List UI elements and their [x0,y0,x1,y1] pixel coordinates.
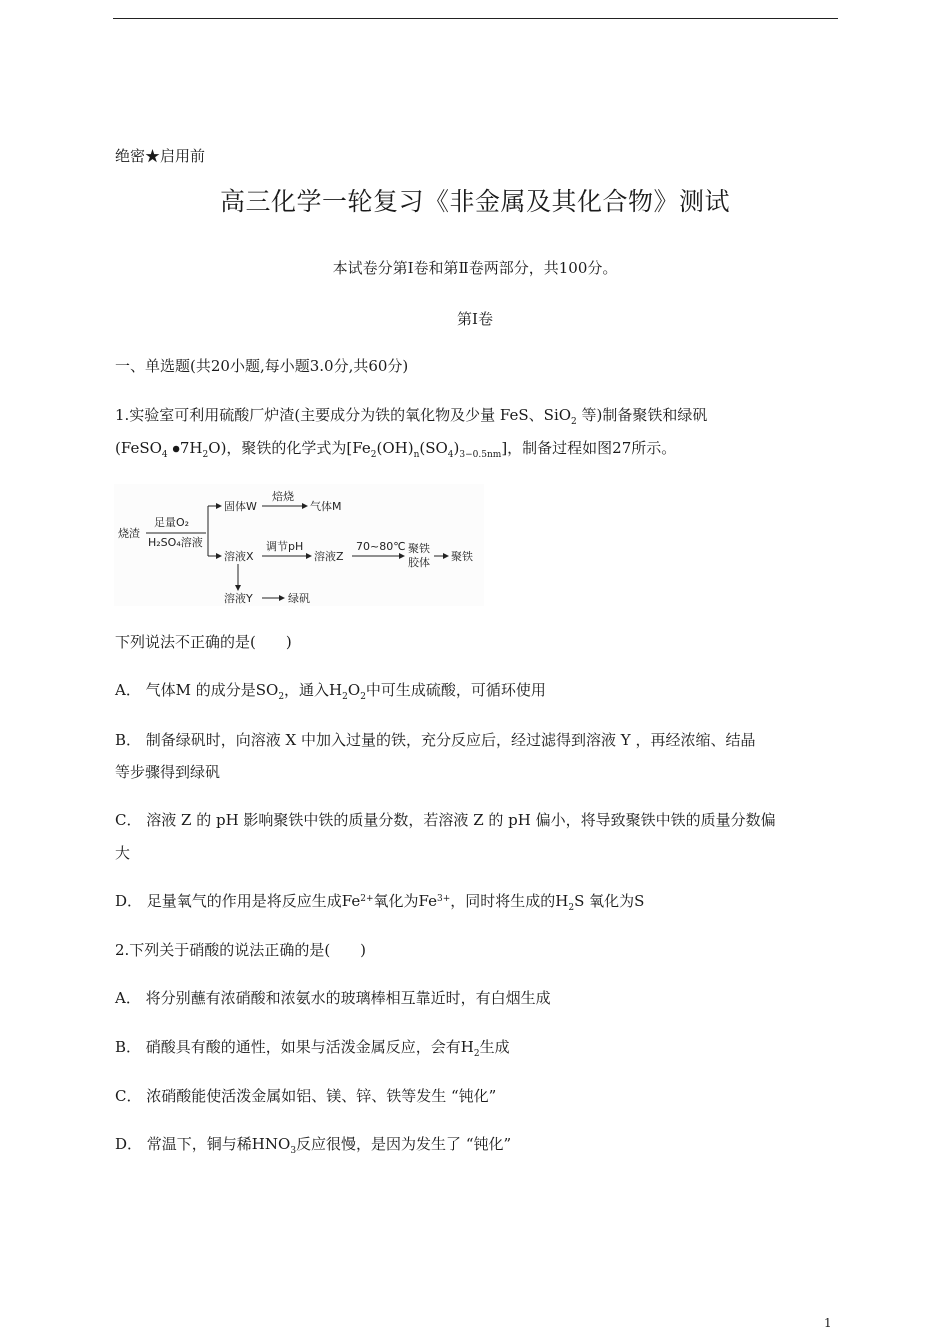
volume-heading: 第Ⅰ卷 [457,310,493,328]
flow-vitriol: 绿矾 [288,592,310,605]
section-heading: 一、单选题(共20小题,每小题3.0分,共60分) [115,357,409,375]
page-number: 1 [824,1316,832,1330]
flow-gas-m: 气体M [310,500,342,513]
question-1-line-1: 1.实验室可利用硫酸厂炉渣(主要成分为铁的氧化物及少量 FeS、SiO$_2$ 等)制备聚铁和绿矾 [115,406,708,427]
question-1-option-a: A． 气体M 的成分是$SO_2$，通入$H_2O_2$中可生成硫酸，可循环使用 [115,681,546,702]
question-2-option-c: C． 浓硝酸能使活泼金属如铝、镁、锌、铁等发生 “钝化” [115,1087,497,1105]
flow-product: 聚铁 [451,550,473,563]
question-1-prompt: 下列说法不正确的是( ) [115,633,292,651]
question-1-option-b: B． 制备绿矾时，向溶液 X 中加入过量的铁，充分反应后，经过滤得到溶液 Y ，再经浓缩、结晶 [115,731,756,749]
flow-reagent-bottom: H₂SO₄溶液 [148,536,203,549]
flow-solution-z: 溶液Z [314,550,344,563]
question-1-option-c-cont: 大 [115,844,131,862]
flow-temperature: 70~80℃ [356,540,406,553]
flow-colloid-top: 聚铁 [408,542,430,555]
flow-solution-x: 溶液X [224,550,254,563]
flow-adjust-ph: 调节pH [266,540,304,553]
flow-reagent-top: 足量O₂ [154,516,190,529]
exam-intro: 本试卷分第Ⅰ卷和第Ⅱ卷两部分，共100分。 [332,259,618,277]
question-2-option-d: D． 常温下，铜与稀$HNO_3$反应很慢，是因为发生了 “钝化” [115,1135,512,1156]
question-1-option-b-cont: 等步骤得到绿矾 [115,763,221,781]
question-2-prompt: 2.下列关于硝酸的说法正确的是( ) [115,941,367,959]
flow-roast-label: 焙烧 [272,490,294,503]
question-2-option-a: A． 将分别蘸有浓硝酸和浓氨水的玻璃棒相互靠近时，有白烟生成 [115,989,551,1007]
question-1-line-2: (FeSO$_4$ $⦁7H_2O$)，聚铁的化学式为$[Fe_2(OH)_n(SO_4)_{3-0.5nm}]$，制备过程如图27所示。 [115,439,677,460]
question-1-option-c: C． 溶液 Z 的 pH 影响聚铁中铁的质量分数，若溶液 Z 的 pH 偏小，将导致聚铁中铁的质量分数偏 [115,811,776,829]
secret-label: 绝密★启用前 [115,147,206,165]
flow-solid-w: 固体W [224,500,257,513]
question-2-option-b: B． 硝酸具有酸的通性，如果与活泼金属反应，会有$H_2$生成 [115,1038,510,1059]
question-1-option-d: D． 足量氧气的作用是将反应生成$Fe^{2+}$氧化为$Fe^{3+}$，同时将生成的$H_2S$ 氧化为S [115,892,645,913]
page-title: 高三化学一轮复习《非金属及其化合物》测试 [219,187,730,216]
flow-solution-y: 溶液Y [224,592,253,605]
process-flow-diagram [114,484,484,606]
flow-colloid-bottom: 胶体 [408,556,430,569]
flow-start-label: 烧渣 [118,527,140,540]
header-rule [113,18,838,19]
